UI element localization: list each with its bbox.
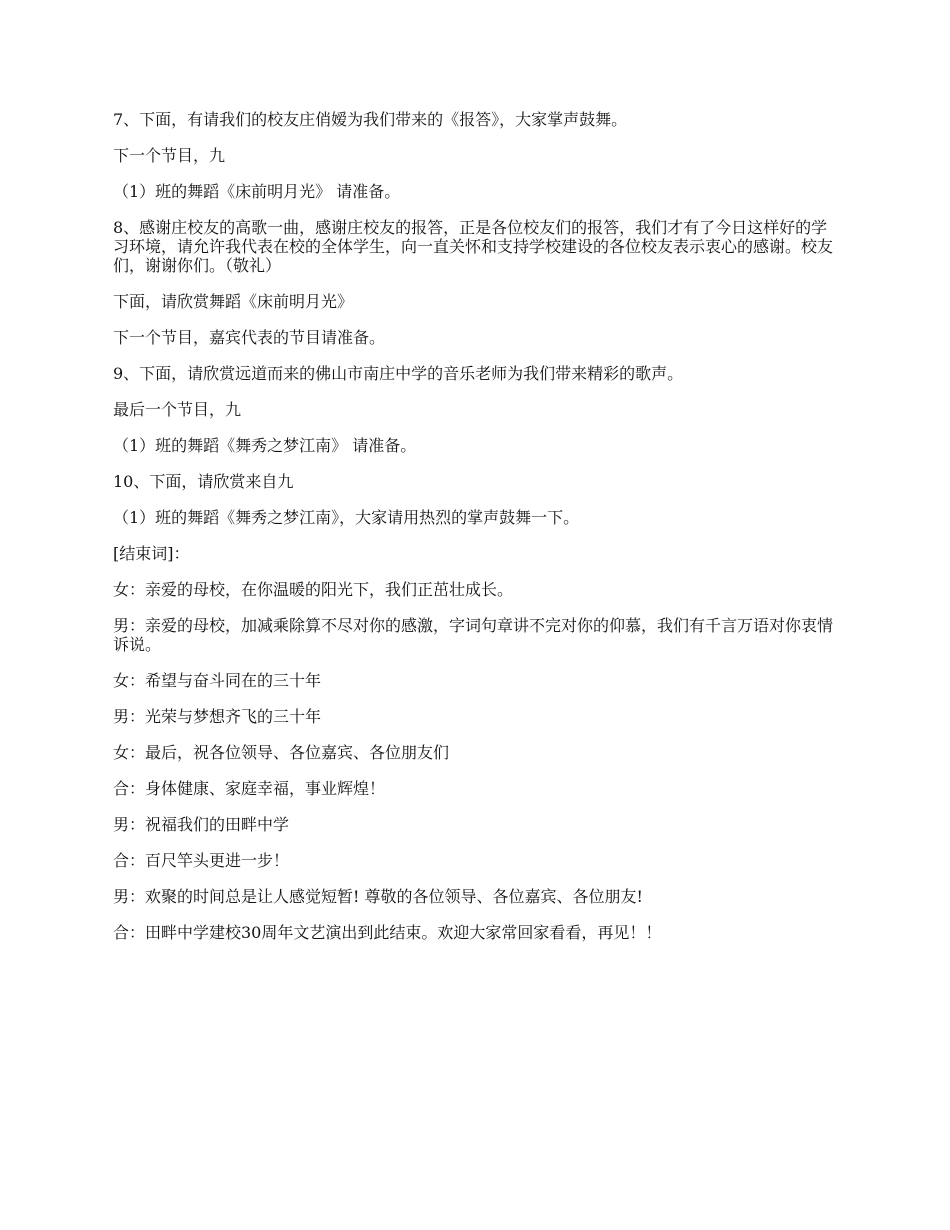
paragraph-last-program: 最后一个节目，九 bbox=[113, 400, 242, 419]
paragraph-program-7: 7、下面，有请我们的校友庄俏嫒为我们带来的《报答》，大家掌声鼓舞。 bbox=[113, 110, 628, 129]
paragraph-program-9: 9、下面，请欣赏远道而来的佛山市南庄中学的音乐老师为我们带来精彩的歌声。 bbox=[113, 364, 684, 383]
paragraph-closing-line: 女：亲爱的母校，在你温暖的阳光下，我们正茁壮成长。 bbox=[113, 580, 514, 599]
paragraph-closing-line: 男：祝福我们的田畔中学 bbox=[113, 815, 290, 834]
paragraph-final-dance-prepare: （1）班的舞蹈《舞秀之梦江南》 请准备。 bbox=[113, 436, 417, 455]
paragraph-closing-line: 合：身体健康、家庭幸福，事业辉煌！ bbox=[113, 779, 386, 798]
paragraph-program-10: 10、下面，请欣赏来自九 bbox=[113, 472, 294, 491]
paragraph-class-dance-prepare: （1）班的舞蹈《床前明月光》 请准备。 bbox=[113, 182, 401, 201]
section-heading-closing: [结束词]： bbox=[113, 544, 190, 563]
paragraph-guest-prepare: 下一个节目，嘉宾代表的节目请准备。 bbox=[113, 328, 386, 347]
paragraph-closing-line: 女：最后，祝各位领导、各位嘉宾、各位朋友们 bbox=[113, 743, 450, 762]
paragraph-farewell: 合：田畔中学建校30周年文艺演出到此结束。欢迎大家常回家看看，再见！！ bbox=[113, 923, 662, 942]
paragraph-final-dance-intro: （1）班的舞蹈《舞秀之梦江南》，大家请用热烈的掌声鼓舞一下。 bbox=[113, 508, 580, 527]
paragraph-closing-line: 男：欢聚的时间总是让人感觉短暂! 尊敬的各位领导、各位嘉宾、各位朋友! bbox=[113, 887, 643, 906]
paragraph-program-8: 8、感谢庄校友的高歌一曲，感谢庄校友的报答，正是各位校友们的报答，我们才有了今日这样好的学习环境，请允许我代表在校的全体学生，向一直关怀和支持学校建设的各位校友表示衷心的感谢。校友们，谢谢你们。（敬礼） bbox=[113, 218, 834, 275]
paragraph-closing-line: 男：光荣与梦想齐飞的三十年 bbox=[113, 707, 322, 726]
paragraph-dance-intro: 下面，请欣赏舞蹈《床前明月光》 bbox=[113, 292, 354, 311]
paragraph-next-program: 下一个节目，九 bbox=[113, 146, 226, 165]
document-body bbox=[113, 110, 840, 959]
paragraph-closing-line: 女：希望与奋斗同在的三十年 bbox=[113, 671, 322, 690]
paragraph-closing-line: 男：亲爱的母校，加减乘除算不尽对你的感激，字词句章讲不完对你的仰慕，我们有千言万语对你衷情诉说。 bbox=[113, 616, 834, 654]
paragraph-closing-line: 合：百尺竿头更进一步！ bbox=[113, 851, 290, 870]
